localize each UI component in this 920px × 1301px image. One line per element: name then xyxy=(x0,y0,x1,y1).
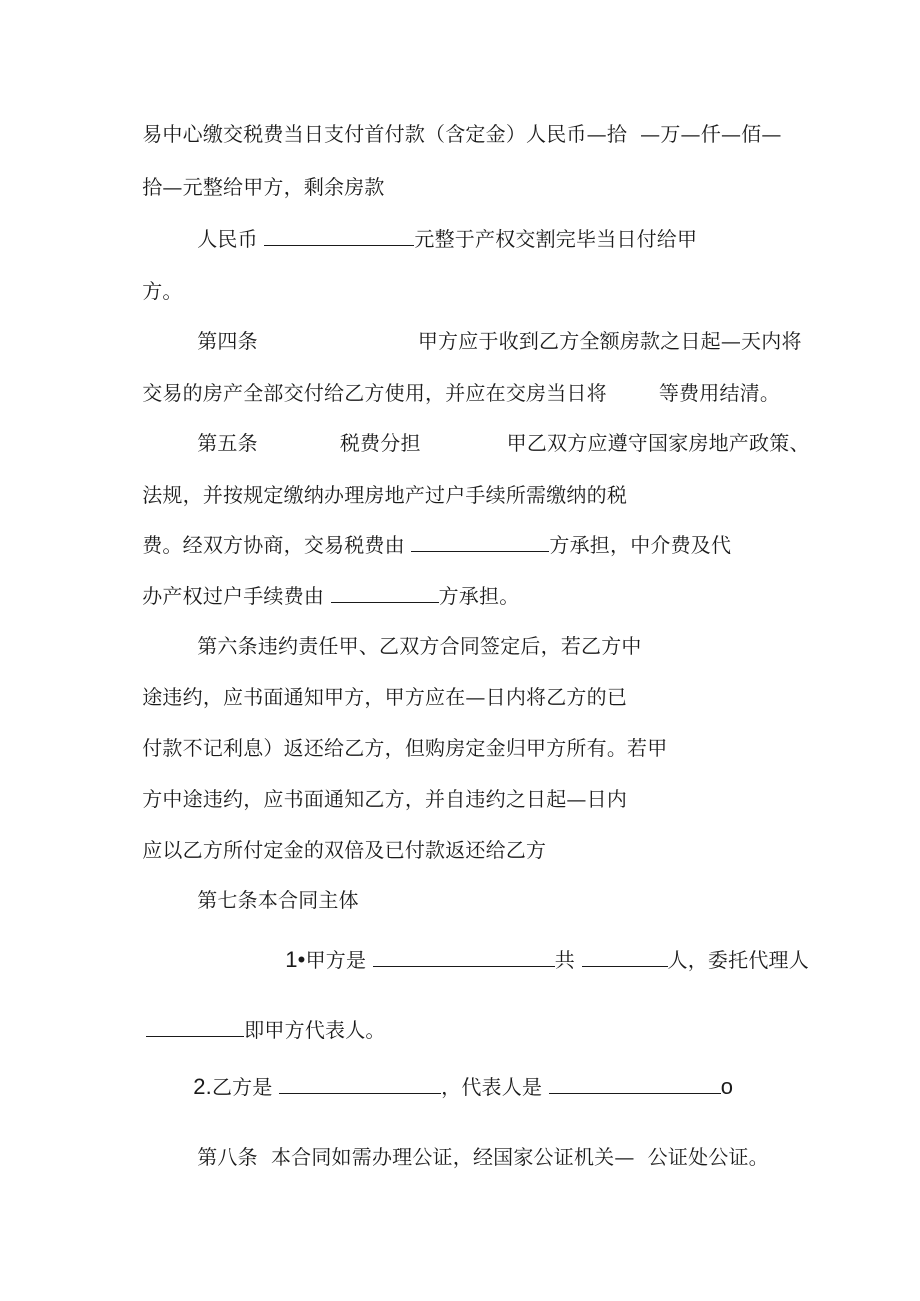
line-18-text: 即甲方代表人。 xyxy=(244,1018,386,1042)
line-19-end: o xyxy=(720,1074,734,1099)
blank-party-b-representative xyxy=(549,1075,721,1094)
article-5-label: 第五条 xyxy=(197,431,258,455)
article-5-text: 甲乙双方应遵守国家房地产政策、 xyxy=(506,431,810,455)
article-8-text: 第八条 本合同如需办理公证，经国家公证机关— 公证处公证。 xyxy=(197,1145,769,1169)
article-5-title: 税费分担 xyxy=(339,431,421,455)
article-6-text: 第六条违约责任甲、乙双方合同签定后，若乙方中 xyxy=(197,634,642,658)
line-3-text-a: 人民币 xyxy=(197,227,265,251)
line-17-text-c: 人，委托代理人 xyxy=(667,948,809,972)
article-7-text: 第七条本合同主体 xyxy=(197,888,359,912)
text-line-19 xyxy=(167,1048,733,1126)
line-6-text-a: 交易的房产全部交付给乙方使用，并应在交房当日将 xyxy=(142,381,607,405)
line-6-text-b: 等费用结清。 xyxy=(658,381,781,405)
line-10-text-b: 方承担。 xyxy=(438,584,520,608)
blank-party-a-name xyxy=(373,948,555,967)
line-10-text-a: 办产权过户手续费由 xyxy=(142,584,331,608)
text-line-17 xyxy=(259,921,809,999)
line-9-text-b: 方承担，中介费及代 xyxy=(549,533,732,557)
blank-tax-party xyxy=(411,533,549,552)
line-2-text: 拾—元整给甲方，剩余房款 xyxy=(142,175,385,199)
blank-party-b-name xyxy=(279,1075,441,1094)
blank-agent-name xyxy=(146,1018,244,1037)
line-8-text: 法规，并按规定缴纳办理房地产过户手续所需缴纳的税 xyxy=(142,483,628,507)
text-line-3 xyxy=(171,200,697,278)
article-4-text: 甲方应于收到乙方全额房款之日起—天内将 xyxy=(417,329,802,353)
line-14-text: 方中途违约，应书面通知乙方，并自违约之日起—日内 xyxy=(142,787,628,811)
item-1-number: 1• xyxy=(285,947,306,972)
line-4-text: 方。 xyxy=(142,279,183,303)
line-12-text: 途违约，应书面通知甲方，甲方应在—日内将乙方的已 xyxy=(142,685,628,709)
blank-remaining-amount xyxy=(264,227,414,246)
article-4-label: 第四条 xyxy=(197,329,258,353)
line-15-text: 应以乙方所付定金的双倍及已付款返还给乙方 xyxy=(142,838,547,862)
line-17-text-b: 共 xyxy=(554,948,582,972)
line-3-text-b: 元整于产权交割完毕当日付给甲 xyxy=(414,227,698,251)
line-13-text: 付款不记利息）返还给乙方，但购房定金归甲方所有。若甲 xyxy=(142,736,668,760)
line-9-text-a: 费。经双方协商，交易税费由 xyxy=(142,533,412,557)
blank-party-a-count xyxy=(582,948,668,967)
item-2-number: 2. xyxy=(193,1074,212,1099)
line-19-text-a: 乙方是 xyxy=(211,1075,280,1099)
article-8-heading xyxy=(171,1118,769,1196)
line-19-text-b: ，代表人是 xyxy=(441,1075,549,1099)
blank-fee-party xyxy=(331,584,439,603)
line-17-text-a: 甲方是 xyxy=(305,948,373,972)
line-1-text: 易中心缴交税费当日支付首付款（含定金）人民币—拾 —万—仟—佰— xyxy=(142,122,782,146)
